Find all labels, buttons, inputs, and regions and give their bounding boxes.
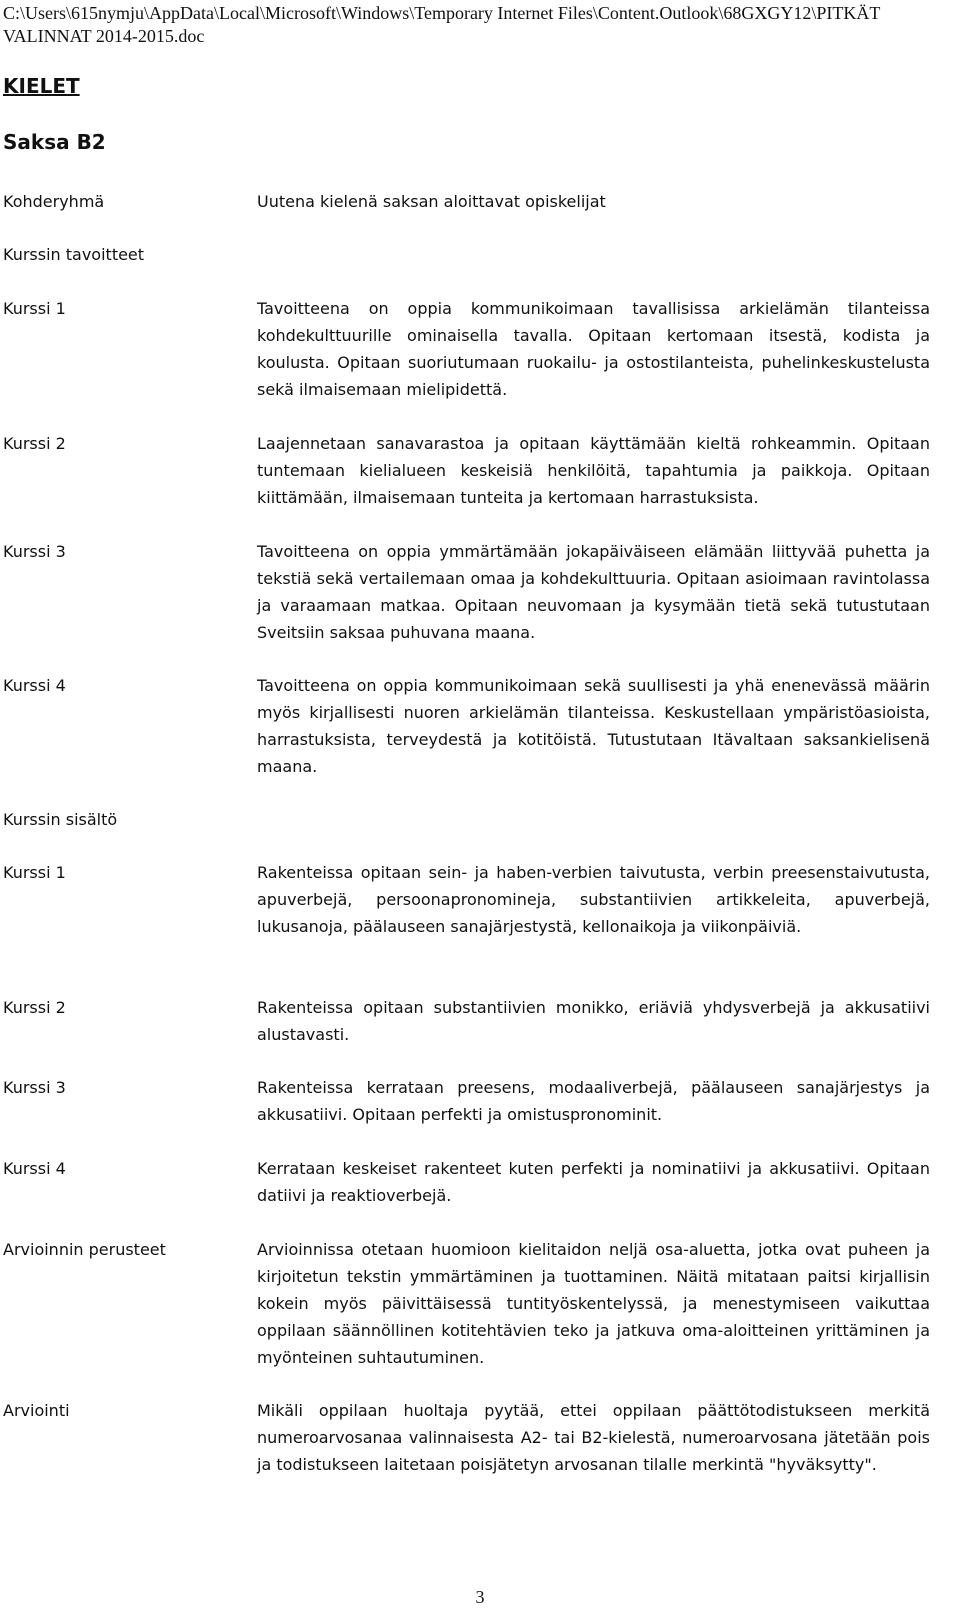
- content-section-title: Kurssin sisältö: [3, 810, 118, 829]
- assessment-label: Arviointi: [3, 1401, 70, 1420]
- goals-course-1-text: Tavoitteena on oppia kommunikoimaan tavallisissa arkielämän tilanteissa kohdekulttuurille ominaisella tavalla. Opitaan kertomaan itsestä, kodista ja koulusta. Opitaan suoriutumaan ruokailu- ja ostostilanteista, puhelinkeskustelusta sekä ilmaisemaan mielipidettä.: [257, 299, 930, 399]
- page-number: 3: [475, 1587, 485, 1607]
- content-course-1-label: Kurssi 1: [3, 863, 66, 882]
- content-course-1-text: Rakenteissa opitaan sein- ja haben-verbien taivutusta, verbin preesenstaivutusta, apuverbejä, persoonapronomineja, substantiivien artikkeleita, apuverbejä, lukusanoja, päälauseen sanajärjestystä, kellonaikoja ja viikonpäiviä.: [257, 863, 930, 936]
- file-path-header: C:\Users\615nymju\AppData\Local\Microsoft\Windows\Temporary Internet Files\Content.Outlook\68GXGY12\PITKÄT VALINNAT 2014-2015.doc: [3, 3, 881, 46]
- goals-course-4-text: Tavoitteena on oppia kommunikoimaan sekä suullisesti ja yhä enenevässä määrin myös kirjallisesti nuoren arkielämän tilanteissa. Keskustellaan ympäristöasioista, harrastuksista, terveydestä ja kotitöistä. Tutustutaan Itävaltaan saksankielisenä maana.: [257, 676, 930, 776]
- subject-heading: Saksa B2: [3, 130, 106, 154]
- content-course-2-text: Rakenteissa opitaan substantiivien monikko, eriäviä yhdysverbejä ja akkusatiivi alustavasti.: [257, 998, 930, 1044]
- goals-course-4-label: Kurssi 4: [3, 676, 66, 695]
- section-heading: KIELET: [3, 74, 80, 98]
- goals-course-2-label: Kurssi 2: [3, 434, 66, 453]
- goals-course-3-text: Tavoitteena on oppia ymmärtämään jokapäiväiseen elämään liittyvää puhetta ja tekstiä sekä vertailemaan omaa ja kohdekulttuuria. Opitaan asioimaan ravintolassa ja varaamaan matkaa. Opitaan neuvomaan ja kysymään tietä sekä tutustutaan Sveitsiin saksaa puhuvana maana.: [257, 542, 930, 642]
- goals-course-3-label: Kurssi 3: [3, 542, 66, 561]
- content-course-2-label: Kurssi 2: [3, 998, 66, 1017]
- content-course-3-text: Rakenteissa kerrataan preesens, modaaliverbejä, päälauseen sanajärjestys ja akkusatiivi. Opitaan perfekti ja omistuspronominit.: [257, 1078, 930, 1124]
- goals-course-1-label: Kurssi 1: [3, 299, 66, 318]
- assessment-text: Mikäli oppilaan huoltaja pyytää, ettei oppilaan päättötodistukseen merkitä numeroarvosanaa valinnaisesta A2- tai B2-kielestä, numeroarvosana jätetään pois ja todistukseen laitetaan poisjätetyn arvosanan tilalle merkintä "hyväksytty".: [257, 1401, 930, 1474]
- target-group-label: Kohderyhmä: [3, 192, 105, 211]
- content-course-4-label: Kurssi 4: [3, 1159, 66, 1178]
- assessment-criteria-label: Arvioinnin perusteet: [3, 1240, 166, 1259]
- goals-course-2-text: Laajennetaan sanavarastoa ja opitaan käyttämään kieltä rohkeammin. Opitaan tuntemaan kielialueen keskeisiä henkilöitä, tapahtumia ja paikkoja. Opitaan kiittämään, ilmaisemaan tunteita ja kertomaan harrastuksista.: [257, 434, 930, 507]
- assessment-criteria-text: Arvioinnissa otetaan huomioon kielitaidon neljä osa-aluetta, jotka ovat puheen ja kirjoitetun tekstin ymmärtäminen ja tuottaminen. Näitä mitataan paitsi kirjallisin kokein myös päivittäisessä tuntityöskentelyssä, ja menestymiseen vaikuttaa oppilaan säännöllinen kotitehtävien teko ja jatkuva oma-aloitteinen yrittäminen ja myönteinen suhtautuminen.: [257, 1240, 930, 1367]
- target-group-text: Uutena kielenä saksan aloittavat opiskelijat: [257, 192, 606, 211]
- content-course-4-text: Kerrataan keskeiset rakenteet kuten perfekti ja nominatiivi ja akkusatiivi. Opitaan datiivi ja reaktioverbejä.: [257, 1159, 930, 1205]
- goals-section-title: Kurssin tavoitteet: [3, 245, 145, 264]
- content-course-3-label: Kurssi 3: [3, 1078, 66, 1097]
